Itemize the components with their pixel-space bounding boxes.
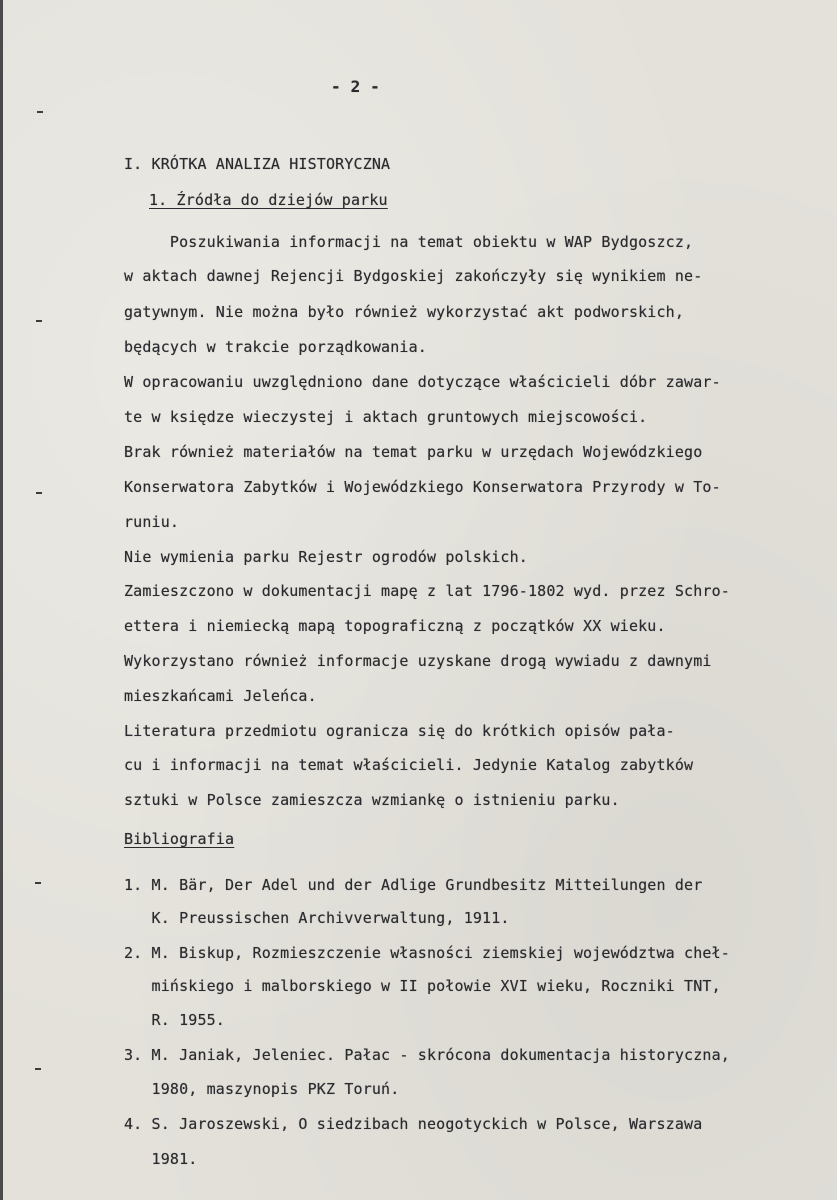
margin-mark bbox=[36, 320, 42, 322]
body-line: ettera i niemiecką mapą topograficzną z początków XX wieku. bbox=[124, 617, 666, 635]
margin-mark bbox=[37, 111, 43, 113]
body-line: Zamieszczono w dokumentacji mapę z lat 1796-1802 wyd. przez Schro- bbox=[124, 582, 730, 600]
body-line: te w księdze wieczystej i aktach gruntowych miejscowości. bbox=[124, 408, 648, 426]
body-line: cu i informacji na temat właścicieli. Jedynie Katalog zabytków bbox=[124, 756, 694, 774]
section-title: I. KRÓTKA ANALIZA HISTORYCZNA bbox=[124, 155, 391, 173]
bibliography-line: 2. M. Biskup, Rozmieszczenie własności ziemskiej województwa cheł- bbox=[124, 944, 730, 962]
bibliography-line: K. Preussischen Archivverwaltung, 1911. bbox=[124, 909, 510, 927]
margin-mark bbox=[36, 492, 42, 494]
bibliography-line: 1981. bbox=[124, 1150, 198, 1168]
subsection-title: 1. Źródła do dziejów parku bbox=[149, 191, 388, 209]
bibliography-line: 1. M. Bär, Der Adel und der Adlige Grundbesitz Mitteilungen der bbox=[124, 876, 703, 894]
bibliography-title: Bibliografia bbox=[124, 830, 235, 848]
bibliography-line: mińskiego i malborskiego w II połowie XVI wieku, Roczniki TNT, bbox=[124, 977, 721, 995]
page-number: - 2 - bbox=[331, 77, 380, 96]
body-line: Poszukiwania informacji na temat obiektu w WAP Bydgoszcz, bbox=[124, 233, 694, 251]
body-line: będących w trakcie porządkowania. bbox=[124, 338, 427, 356]
body-line: gatywnym. Nie można było również wykorzystać akt podworskich, bbox=[124, 303, 685, 321]
body-line: Wykorzystano również informacje uzyskane drogą wywiadu z dawnymi bbox=[124, 652, 712, 670]
body-line: Brak również materiałów na temat parku w urzędach Wojewódzkiego bbox=[124, 443, 703, 461]
body-line: Nie wymienia parku Rejestr ogrodów polskich. bbox=[124, 548, 528, 566]
body-line: Literatura przedmiotu ogranicza się do krótkich opisów pała- bbox=[124, 722, 675, 740]
bibliography-line: 4. S. Jaroszewski, O siedzibach neogotyckich w Polsce, Warszawa bbox=[124, 1115, 703, 1133]
body-line: w aktach dawnej Rejencji Bydgoskiej zakończyły się wynikiem ne- bbox=[124, 267, 703, 285]
body-line: W opracowaniu uwzględniono dane dotyczące właścicieli dóbr zawar- bbox=[124, 373, 721, 391]
body-line: mieszkańcami Jeleńca. bbox=[124, 687, 317, 705]
body-line: runiu. bbox=[124, 513, 180, 531]
margin-mark bbox=[35, 1068, 41, 1070]
bibliography-line: 1980, maszynopis PKZ Toruń. bbox=[124, 1080, 400, 1098]
bibliography-line: 3. M. Janiak, Jeleniec. Pałac - skrócona dokumentacja historyczna, bbox=[124, 1046, 730, 1064]
margin-mark bbox=[35, 882, 41, 884]
bibliography-line: R. 1955. bbox=[124, 1011, 225, 1029]
body-line: Konserwatora Zabytków i Wojewódzkiego Konserwatora Przyrody w To- bbox=[124, 478, 721, 496]
body-line: sztuki w Polsce zamieszcza wzmiankę o istnieniu parku. bbox=[124, 791, 620, 809]
